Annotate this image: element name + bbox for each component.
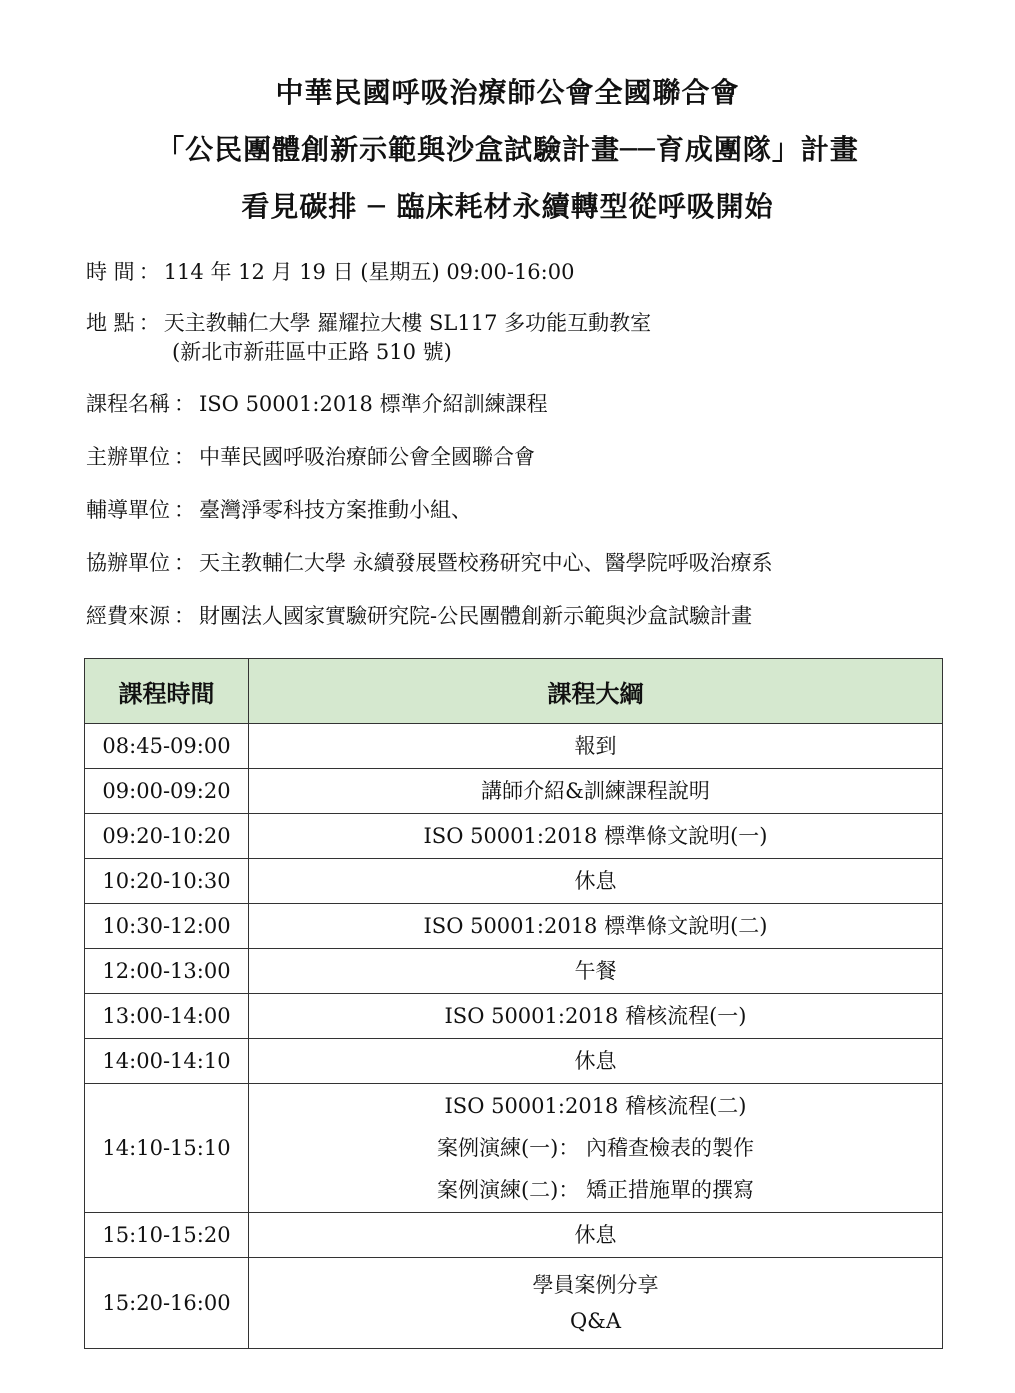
info-location: 地 點 ： 天主教輔仁大學 羅耀拉大樓 SL117 多功能互動教室 (新北市新莊區中正路 510 號) bbox=[86, 309, 966, 367]
program-title: 「公民團體創新示範與沙盒試驗計畫──育成團隊」計畫 bbox=[156, 133, 859, 166]
info-organizer-value: 中華民國呼吸治療師公會全國聯合會 bbox=[199, 445, 535, 469]
table-row bbox=[85, 859, 943, 904]
info-organizer: 主辦單位 ： 中華民國呼吸治療師公會全國聯合會 bbox=[86, 441, 966, 473]
session-outline bbox=[249, 724, 943, 769]
session-outline-line: 案例演練(一)： 內稽查檢表的製作 bbox=[436, 1136, 755, 1160]
document-header bbox=[0, 64, 1015, 235]
session-outline bbox=[249, 769, 943, 814]
info-funding-label: 經費來源 bbox=[86, 604, 170, 628]
info-guidance-value: 臺灣淨零科技方案推動小組、 bbox=[199, 498, 472, 522]
schedule-body bbox=[85, 724, 943, 1349]
session-outline-line: ISO 50001:2018 稽核流程(一) bbox=[444, 1004, 747, 1028]
session-time: 09:00-09:20 bbox=[85, 769, 249, 814]
header-course-time: 課程時間 bbox=[85, 659, 249, 724]
session-time: 08:45-09:00 bbox=[85, 724, 249, 769]
info-course-value: ISO 50001:2018 標準介紹訓練課程 bbox=[199, 392, 548, 416]
table-row bbox=[85, 1084, 943, 1213]
session-time: 14:00-14:10 bbox=[85, 1039, 249, 1084]
session-outline bbox=[249, 1084, 943, 1213]
info-co-organizer-value: 天主教輔仁大學 永續發展暨校務研究中心、醫學院呼吸治療系 bbox=[199, 551, 773, 575]
session-time: 15:20-16:00 bbox=[85, 1258, 249, 1349]
org-title: 中華民國呼吸治療師公會全國聯合會 bbox=[275, 76, 740, 109]
info-time: 時 間 ： 114 年 12 月 19 日 (星期五) 09:00-16:00 bbox=[86, 256, 966, 288]
session-outline bbox=[249, 1039, 943, 1084]
info-funding-value: 財團法人國家實驗研究院-公民團體創新示範與沙盒試驗計畫 bbox=[199, 604, 753, 628]
table-row bbox=[85, 814, 943, 859]
header-course-outline: 課程大綱 bbox=[249, 659, 943, 724]
table-row bbox=[85, 1258, 943, 1349]
session-outline-line: 報到 bbox=[574, 734, 617, 758]
schedule-table bbox=[84, 658, 943, 1349]
session-outline-line: 休息 bbox=[574, 1049, 617, 1073]
session-outline-line: 午餐 bbox=[574, 959, 617, 983]
session-outline-line: ISO 50001:2018 標準條文說明(一) bbox=[423, 824, 768, 848]
table-row bbox=[85, 1039, 943, 1084]
info-co-organizer: 協辦單位 ： 天主教輔仁大學 永續發展暨校務研究中心、醫學院呼吸治療系 bbox=[86, 547, 966, 579]
session-outline bbox=[249, 904, 943, 949]
session-outline bbox=[249, 1258, 943, 1349]
schedule-header-row bbox=[85, 659, 943, 724]
table-row bbox=[85, 769, 943, 814]
session-time: 13:00-14:00 bbox=[85, 994, 249, 1039]
info-location-address: (新北市新莊區中正路 510 號) bbox=[172, 340, 452, 364]
session-time: 14:10-15:10 bbox=[85, 1084, 249, 1213]
session-time: 15:10-15:20 bbox=[85, 1213, 249, 1258]
event-title: 看見碳排 ─ 臨床耗材永續轉型從呼吸開始 bbox=[241, 190, 774, 223]
info-location-value: 天主教輔仁大學 羅耀拉大樓 SL117 多功能互動教室 bbox=[163, 311, 652, 335]
info-funding: 經費來源 ： 財團法人國家實驗研究院-公民團體創新示範與沙盒試驗計畫 bbox=[86, 600, 966, 632]
info-time-value: 114 年 12 月 19 日 (星期五) 09:00-16:00 bbox=[163, 260, 575, 284]
session-outline-line: 休息 bbox=[574, 869, 617, 893]
session-outline-line: 休息 bbox=[574, 1223, 617, 1247]
session-outline-line: 案例演練(二)： 矯正措施單的撰寫 bbox=[436, 1178, 755, 1202]
info-location-label: 地 點 bbox=[86, 311, 135, 335]
table-row bbox=[85, 994, 943, 1039]
info-time-label: 時 間 bbox=[86, 260, 135, 284]
session-outline bbox=[249, 994, 943, 1039]
session-outline-line: ISO 50001:2018 稽核流程(二) bbox=[444, 1094, 747, 1118]
info-course: 課程名稱 ： ISO 50001:2018 標準介紹訓練課程 bbox=[86, 388, 966, 420]
session-time: 10:30-12:00 bbox=[85, 904, 249, 949]
session-outline bbox=[249, 1213, 943, 1258]
session-outline-line: 學員案例分享 bbox=[532, 1273, 659, 1297]
session-outline-line: Q&A bbox=[569, 1309, 622, 1333]
session-outline-line: ISO 50001:2018 標準條文說明(二) bbox=[423, 914, 768, 938]
session-time: 10:20-10:30 bbox=[85, 859, 249, 904]
info-guidance-label: 輔導單位 bbox=[86, 498, 170, 522]
info-organizer-label: 主辦單位 bbox=[86, 445, 170, 469]
info-co-organizer-label: 協辦單位 bbox=[86, 551, 170, 575]
table-row bbox=[85, 904, 943, 949]
table-row bbox=[85, 949, 943, 994]
info-course-label: 課程名稱 bbox=[86, 392, 170, 416]
session-outline bbox=[249, 814, 943, 859]
session-time: 12:00-13:00 bbox=[85, 949, 249, 994]
info-guidance: 輔導單位 ： 臺灣淨零科技方案推動小組、 bbox=[86, 494, 966, 526]
table-row bbox=[85, 1213, 943, 1258]
event-info bbox=[86, 256, 966, 653]
session-time: 09:20-10:20 bbox=[85, 814, 249, 859]
table-row bbox=[85, 724, 943, 769]
session-outline bbox=[249, 949, 943, 994]
session-outline-line: 講師介紹&訓練課程說明 bbox=[481, 779, 710, 803]
session-outline bbox=[249, 859, 943, 904]
